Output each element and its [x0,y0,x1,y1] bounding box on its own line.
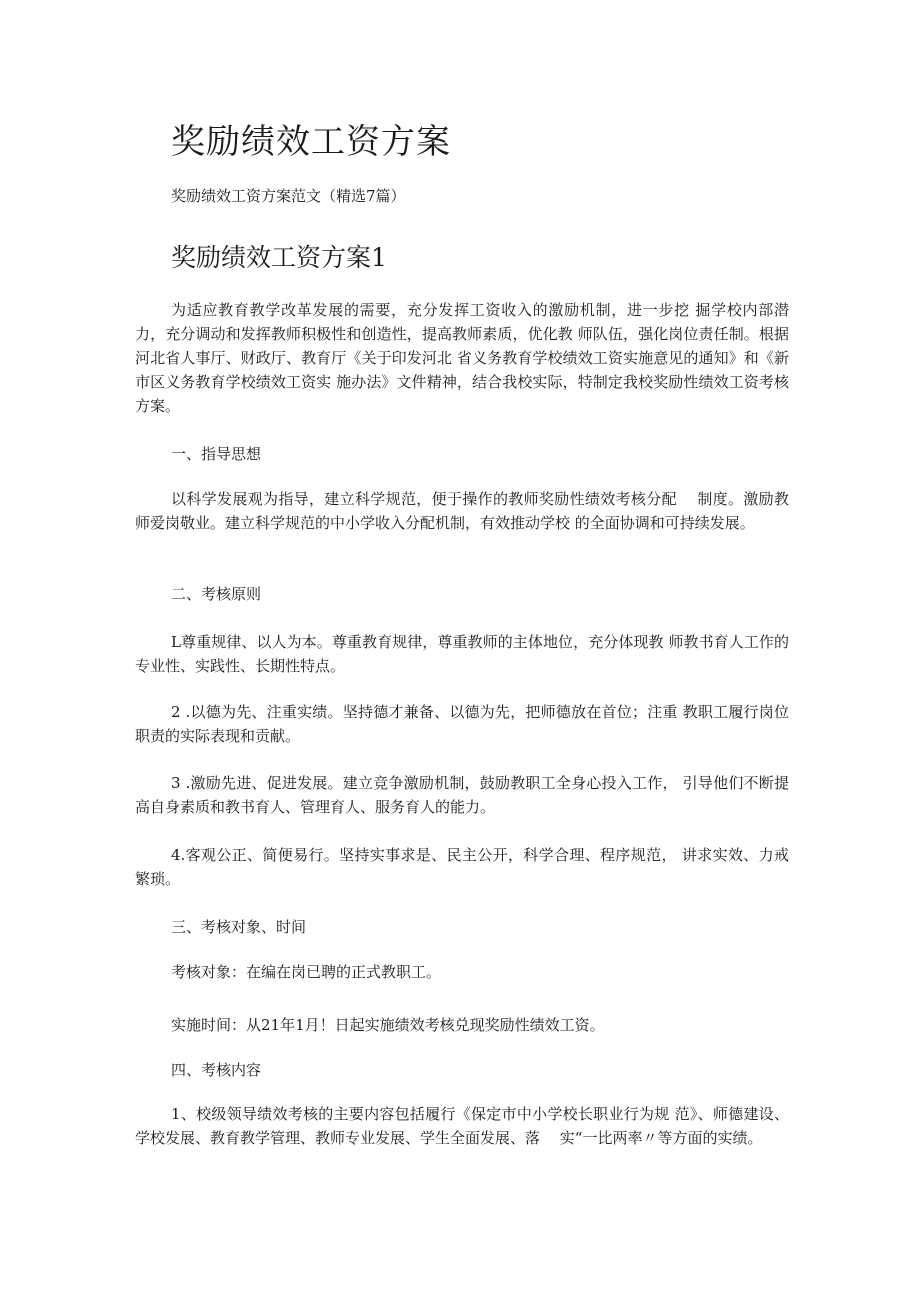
intro-paragraph: 为适应教育教学改革发展的需要，充分发挥工资收入的激励机制，进一步挖 掘学校内部潜力，充分调动和发挥教师积极性和创造性，提高教师素质，优化教 师队伍，强化岗位责任制。根据河北省人事厅、财政厅、教育厅《关于印发河北 省义务教育学校绩效工资实施意见的通知》和《新市区义务教育学校绩效工资实 施办法》文件精神，结合我校实际，特制定我校奖励性绩效工资考核方案。 [135,301,789,415]
principle-2-paragraph: 2 .以德为先、注重实绩。坚持德才兼备、以德为先，把师德放在首位；注重 教职工履行岗位职责的实际表现和贡献。 [135,703,789,745]
document-title: 奖励绩效工资方案 [171,122,451,162]
principle-3-paragraph: 3 .激励先进、促进发展。建立竞争激励机制，鼓励教职工全身心投入工作， 引导他们不断提高自身素质和教书育人、管理育人、服务育人的能力。 [135,774,789,816]
heading-target-time: 三、考核对象、时间 [171,918,307,936]
principle-4-paragraph: 4.客观公正、简便易行。坚持实事求是、民主公开，科学合理、程序规范， 讲求实效、力戒繁琐。 [135,846,789,888]
heading-guiding-ideology: 一、指导思想 [171,445,262,463]
target-paragraph: 考核对象：在编在岗已聘的正式教职工。 [171,963,442,981]
section-title: 奖励绩效工资方案1 [171,243,387,272]
heading-principles: 二、考核原则 [171,585,262,603]
heading-content: 四、考核内容 [171,1061,262,1079]
document-subtitle: 奖励绩效工资方案范文（精选7篇） [171,187,406,205]
principle-1-paragraph: L尊重规律、以人为本。尊重教育规律，尊重教师的主体地位，充分体现教 师教书育人工作的专业性、实践性、长期性特点。 [135,633,789,675]
time-paragraph: 实施时间：从21年1月！日起实施绩效考核兑现奖励性绩效工资。 [171,1016,605,1034]
guiding-paragraph: 以科学发展观为指导，建立科学规范，便于操作的教师奖励性绩效考核分配 制度。激励教师爱岗敬业。建立科学规范的中小学收入分配机制，有效推动学校 的全面协调和可持续发展。 [135,490,789,532]
content-1-paragraph: 1、校级领导绩效考核的主要内容包括履行《保定市中小学校长职业行为规 范》、师德建设、学校发展、教育教学管理、教师专业发展、学生全面发展、落 实“一比两率〃等方面的实绩。 [135,1105,789,1147]
